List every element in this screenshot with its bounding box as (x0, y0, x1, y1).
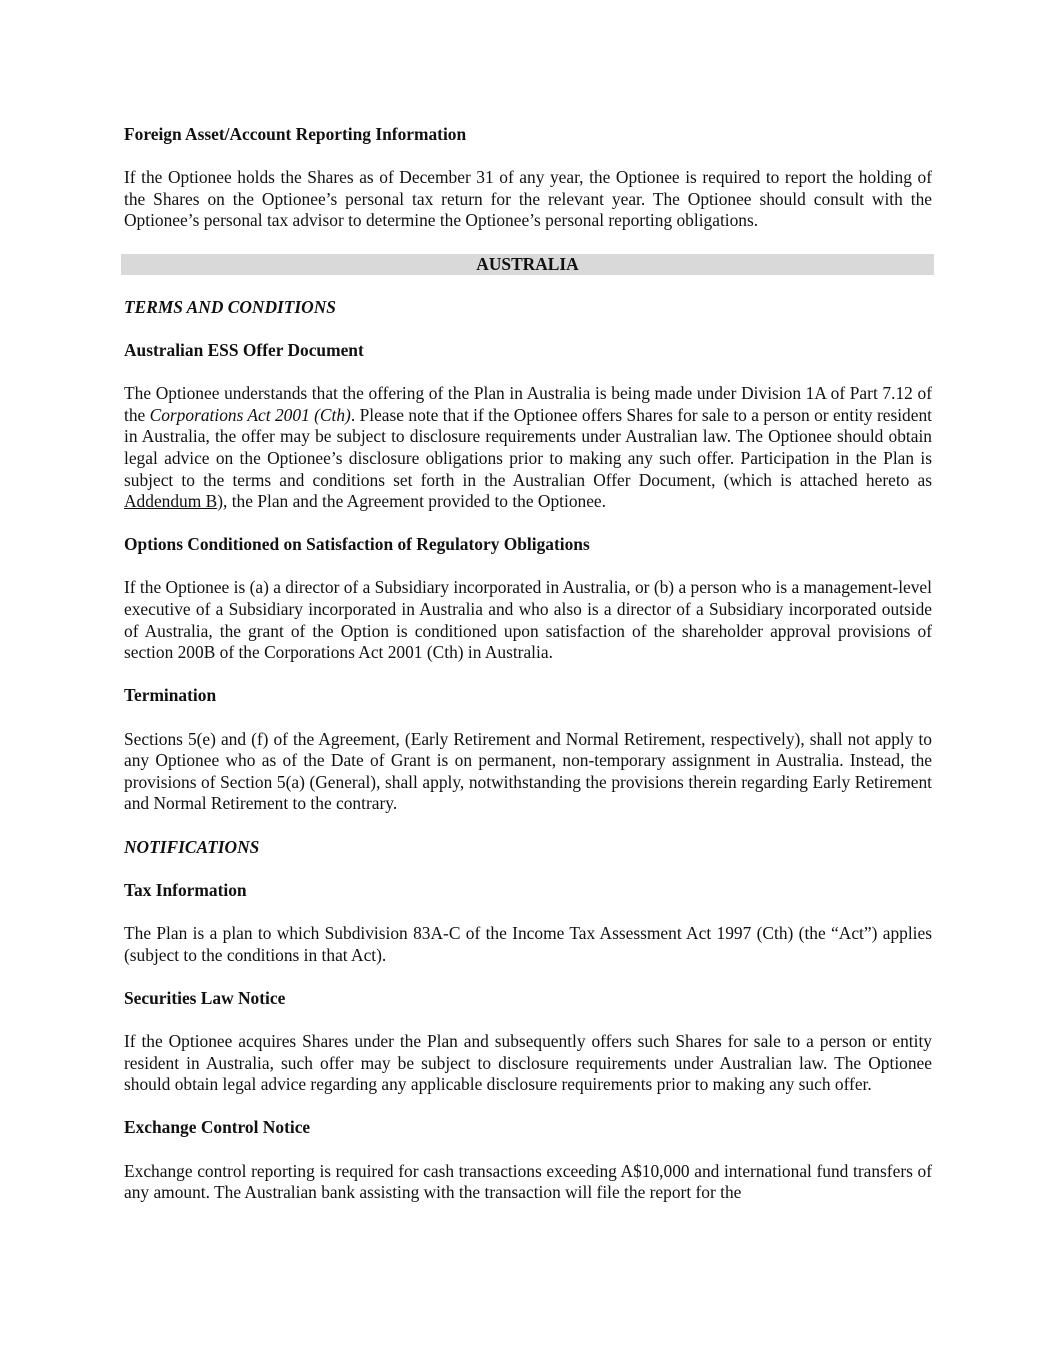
options-conditioned-body: If the Optionee is (a) a director of a Subsidiary incorporated in Australia, or (b) a person who is a management-level executive of a Subsidiary incorporated in Australia and who also is a director of a Subsidiary incorporated outside of Australia, the grant of the Option is conditioned upon satisfaction of the shareholder approval provisions of section 200B of the Corporations Act 2001 (Cth) in Australia. (124, 577, 932, 663)
ess-offer-body (124, 383, 932, 513)
ess-offer-body-part-1: The Optionee understands that the offering of the Plan in Australia is being made under Division 1A of Part 7.12 of the (124, 383, 932, 425)
tax-information-body: The Plan is a plan to which Subdivision 83A-C of the Income Tax Assessment Act 1997 (Cth) (the “Act”) applies (subject to the conditions in that Act). (124, 922, 932, 965)
notifications-heading: NOTIFICATIONS (124, 836, 260, 857)
tax-information-heading: Tax Information (124, 879, 247, 900)
terms-and-conditions-heading: TERMS AND CONDITIONS (124, 296, 336, 317)
addendum-b-link[interactable]: Addendum B (124, 491, 218, 512)
ess-offer-body-part-2: . Please note that if the Optionee offers Shares for sale to a person or entity resident in Australia, the offer may be subject to disclosure requirements under Australian law. The Optionee should obtain legal advice on the Optionee’s disclosure obligations prior to making any such offer. Participation in the Plan is subject to the terms and conditions set forth in the Australian Offer Document, (which is attached hereto as (124, 404, 932, 490)
securities-law-body: If the Optionee acquires Shares under the Plan and subsequently offers such Shares for sale to a person or entity resident in Australia, such offer may be subject to disclosure requirements under Australian law. The Optionee should obtain legal advice regarding any applicable disclosure requirements prior to making any such offer. (124, 1030, 932, 1095)
termination-heading: Termination (124, 685, 217, 706)
document-page (124, 124, 932, 1225)
exchange-control-heading: Exchange Control Notice (124, 1117, 311, 1138)
options-conditioned-heading: Options Conditioned on Satisfaction of Regulatory Obligations (124, 534, 590, 555)
termination-body: Sections 5(e) and (f) of the Agreement, (Early Retirement and Normal Retirement, respectively), shall not apply to any Optionee who as of the Date of Grant is on permanent, non-temporary assignment in Australia. Instead, the provisions of Section 5(a) (General), shall apply, notwithstanding the provisions therein regarding Early Retirement and Normal Retirement to the contrary. (124, 728, 932, 814)
foreign-asset-body: If the Optionee holds the Shares as of December 31 of any year, the Optionee is required to report the holding of the Shares on the Optionee’s personal tax return for the relevant year. The Optionee should consult with the Optionee’s personal tax advisor to determine the Optionee’s personal reporting obligations. (124, 167, 932, 231)
securities-law-heading: Securities Law Notice (124, 987, 286, 1008)
foreign-asset-heading: Foreign Asset/Account Reporting Information (124, 124, 467, 144)
corporations-act-title: Corporations Act 2001 (Cth) (149, 404, 351, 425)
ess-offer-heading: Australian ESS Offer Document (124, 339, 364, 360)
exchange-control-body: Exchange control reporting is required for cash transactions exceeding A$10,000 and international fund transfers of any amount. The Australian bank assisting with the transaction will file the report for the (124, 1160, 932, 1203)
country-section-bar: AUSTRALIA (121, 254, 934, 276)
ess-offer-body-part-3: ), the Plan and the Agreement provided to the Optionee. (217, 491, 607, 512)
